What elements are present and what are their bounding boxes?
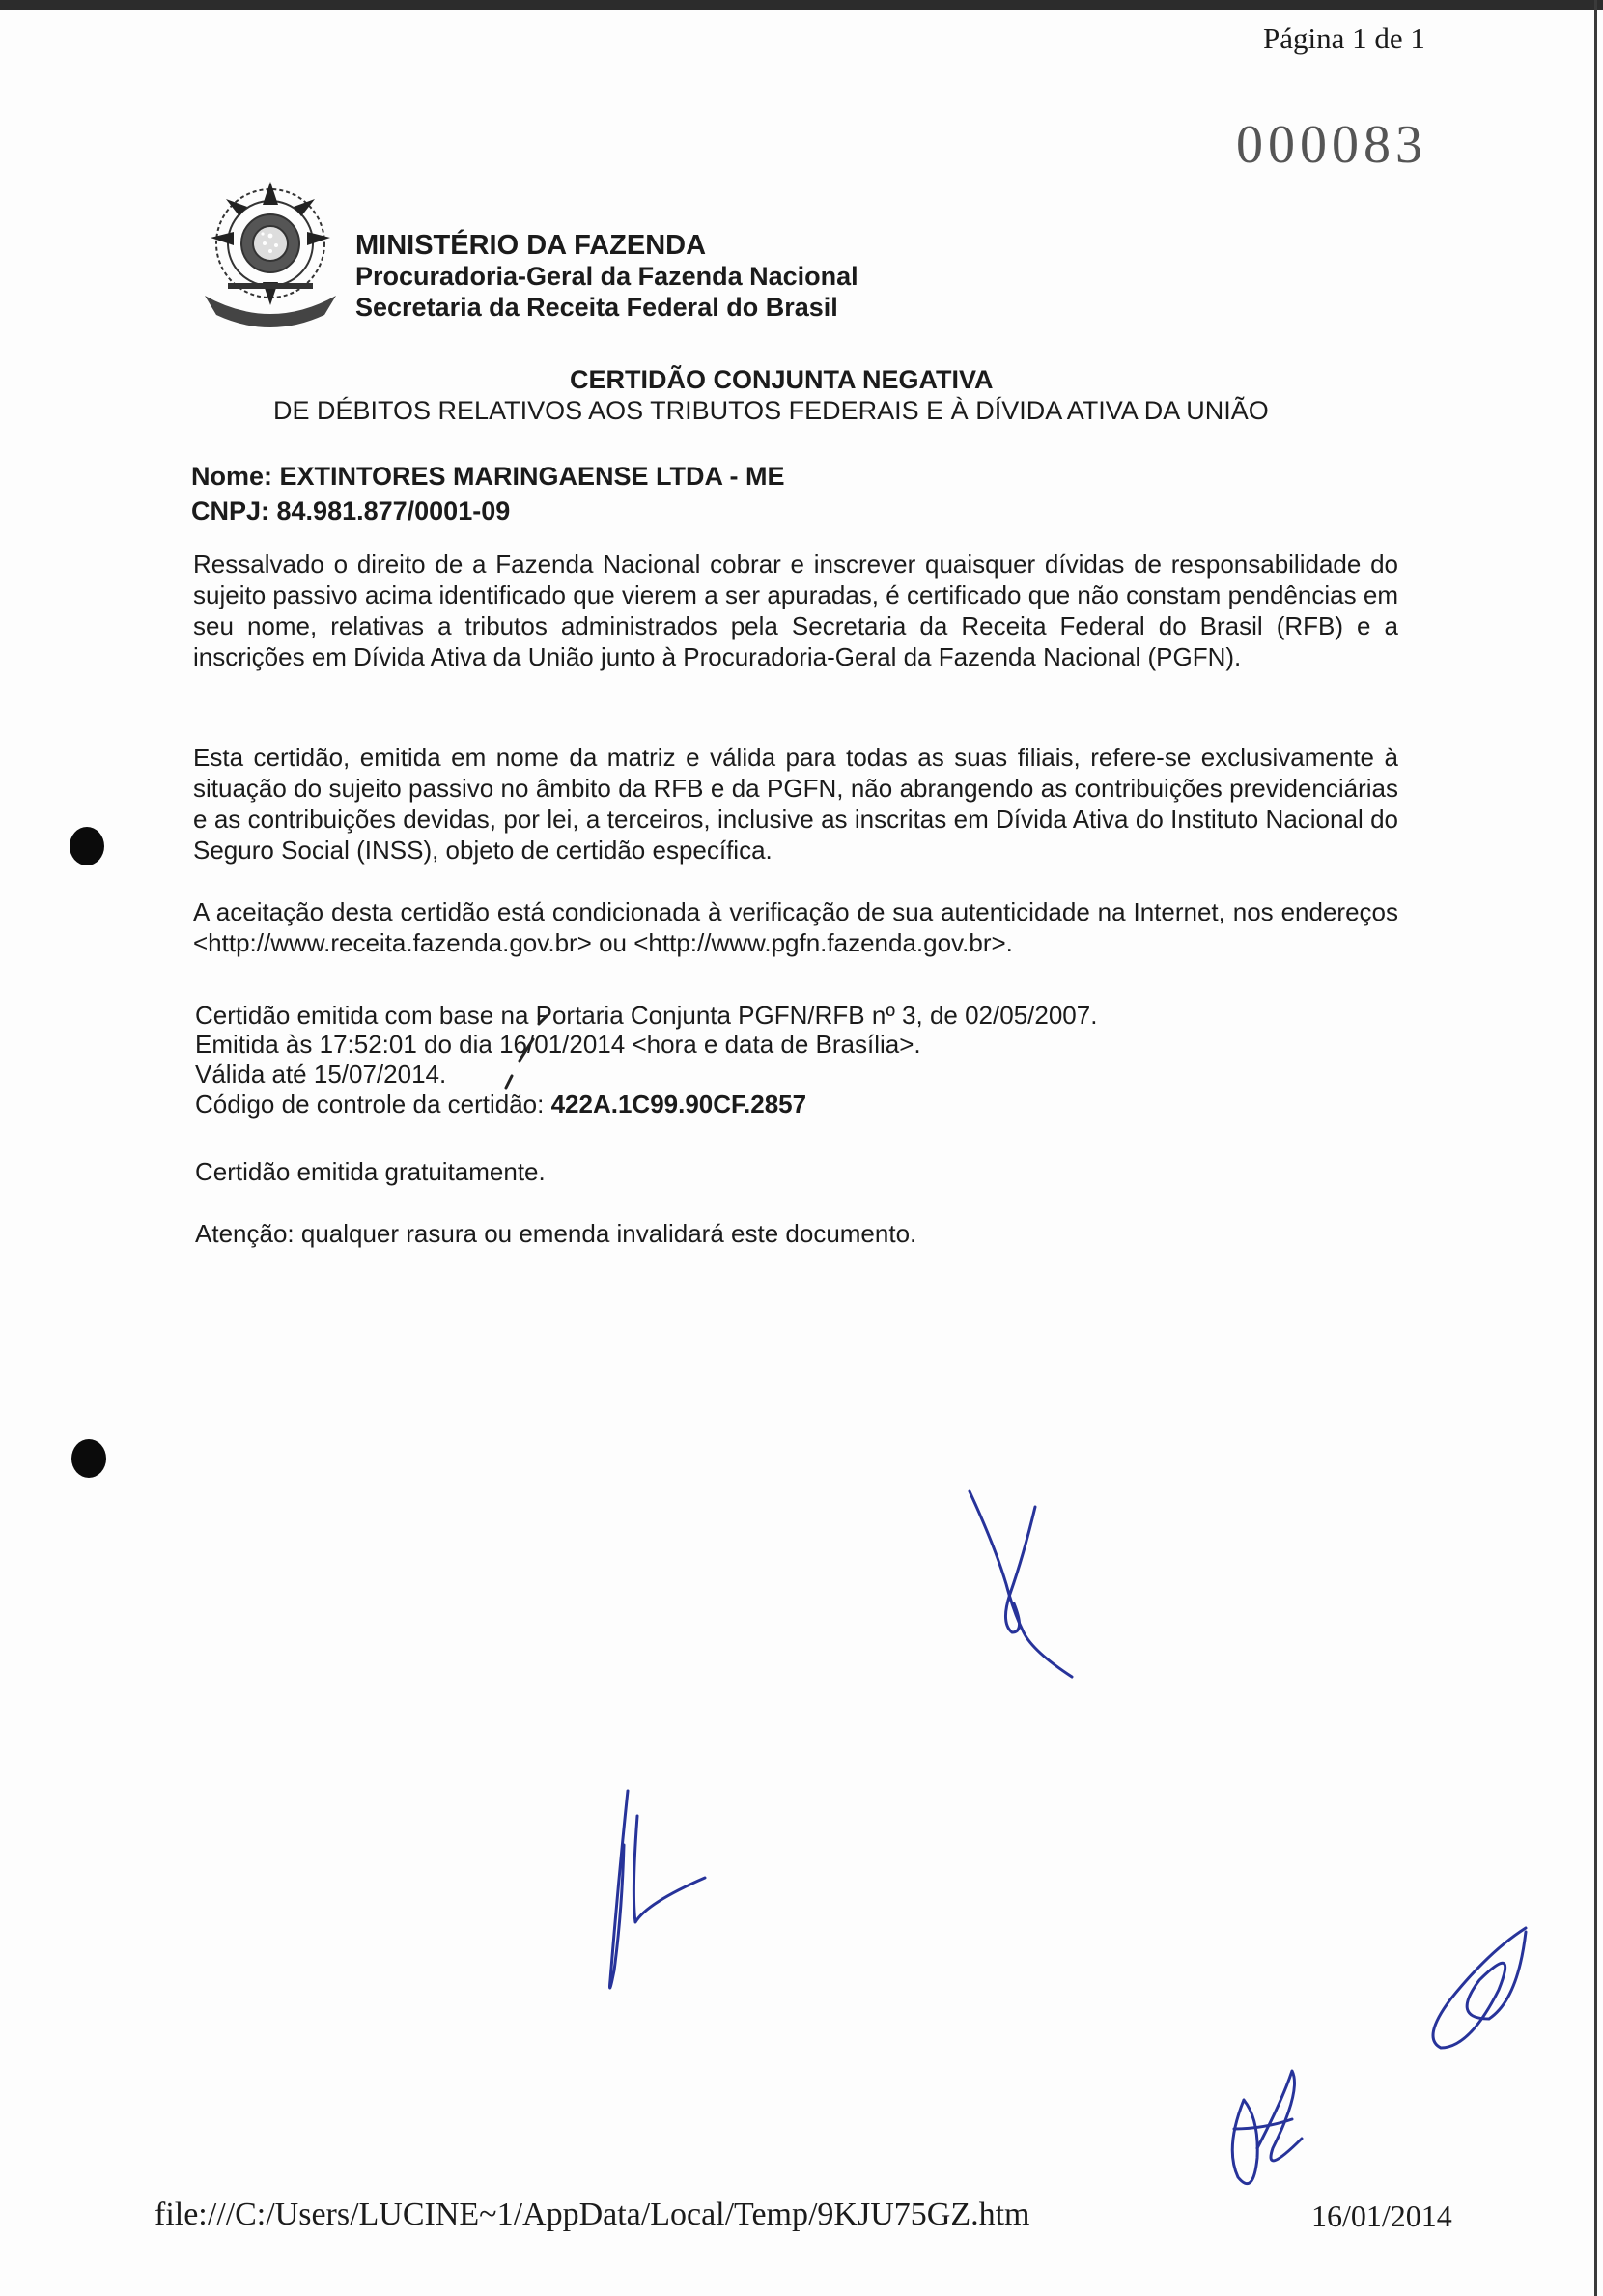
- sequence-stamp: 000083: [1236, 115, 1427, 175]
- body-paragraph-2: Esta certidão, emitida em nome da matriz e válida para todas as suas filiais, refere-se exclusivamente à situação do sujeito passivo no âmbito da RFB e da PGFN, não abrangendo as contribuições previdenciárias e as contribuições devidas, por lei, a terceiros, inclusive as inscritas em Dívida Ativa do Instituto Nacional do Seguro Social (INSS), objeto de certidão específica.: [193, 743, 1398, 865]
- signature-x: [956, 1488, 1091, 1681]
- body-paragraph-1: Ressalvado o direito de a Fazenda Nacional cobrar e inscrever quaisquer dívidas de responsabilidade do sujeito passivo acima identificado que vierem a ser apuradas, é certificado que não constam pendências em seu nome, relativas a tributos administrados pela Secretaria da Receita Federal do Brasil (RFB) e a inscrições em Dívida Ativa da União junto à Procuradoria-Geral da Fazenda Nacional (PGFN).: [193, 550, 1398, 671]
- punch-hole-lower: [71, 1439, 106, 1478]
- warning-note: Atenção: qualquer rasura ou emenda invalidará este documento.: [195, 1219, 917, 1248]
- ministry-name: MINISTÉRIO DA FAZENDA: [355, 230, 707, 261]
- issuance-datetime: Emitida às 17:52:01 do dia 16/01/2014 <hora e data de Brasília>.: [195, 1030, 921, 1059]
- footer-print-date: 16/01/2014: [1311, 2198, 1452, 2233]
- free-of-charge-note: Certidão emitida gratuitamente.: [195, 1157, 546, 1186]
- taxpayer-cnpj: CNPJ: 84.981.877/0001-09: [191, 496, 511, 525]
- issuance-basis: Certidão emitida com base na Portaria Conjunta PGFN/RFB nº 3, de 02/05/2007.: [195, 1001, 1098, 1030]
- punch-hole-upper: [70, 827, 104, 865]
- scan-right-border: [1594, 0, 1597, 2296]
- control-code: 422A.1C99.90CF.2857: [550, 1090, 807, 1119]
- check-mark-stroke: [483, 1005, 560, 1101]
- validity-date: Válida até 15/07/2014.: [195, 1060, 447, 1089]
- certificate-title: CERTIDÃO CONJUNTA NEGATIVA: [570, 365, 994, 394]
- taxpayer-name: Nome: EXTINTORES MARINGAENSE LTDA - ME: [191, 462, 785, 491]
- signature-loop: [1412, 1922, 1537, 2067]
- signature-small: [1215, 2061, 1321, 2206]
- secretaria-name: Secretaria da Receita Federal do Brasil: [355, 293, 838, 322]
- page-indicator: Página 1 de 1: [1263, 21, 1425, 55]
- scan-top-border: [0, 0, 1603, 10]
- body-paragraph-3: A aceitação desta certidão está condicionada à verificação de sua autenticidade na Internet, nos endereços <http://www.receita.fazenda.gov.br> ou <http://www.pgfn.fazenda.gov.br>.: [193, 897, 1398, 957]
- coat-of-arms-icon: [189, 170, 352, 332]
- footer-file-path: file:///C:/Users/LUCINE~1/AppData/Local/Temp/9KJU75GZ.htm: [155, 2197, 1030, 2232]
- signature-initials: [579, 1787, 724, 1999]
- certificate-subtitle: DE DÉBITOS RELATIVOS AOS TRIBUTOS FEDERAIS E À DÍVIDA ATIVA DA UNIÃO: [273, 396, 1269, 425]
- procuradoria-name: Procuradoria-Geral da Fazenda Nacional: [355, 262, 858, 291]
- control-code-label: Código de controle da certidão:: [195, 1090, 551, 1119]
